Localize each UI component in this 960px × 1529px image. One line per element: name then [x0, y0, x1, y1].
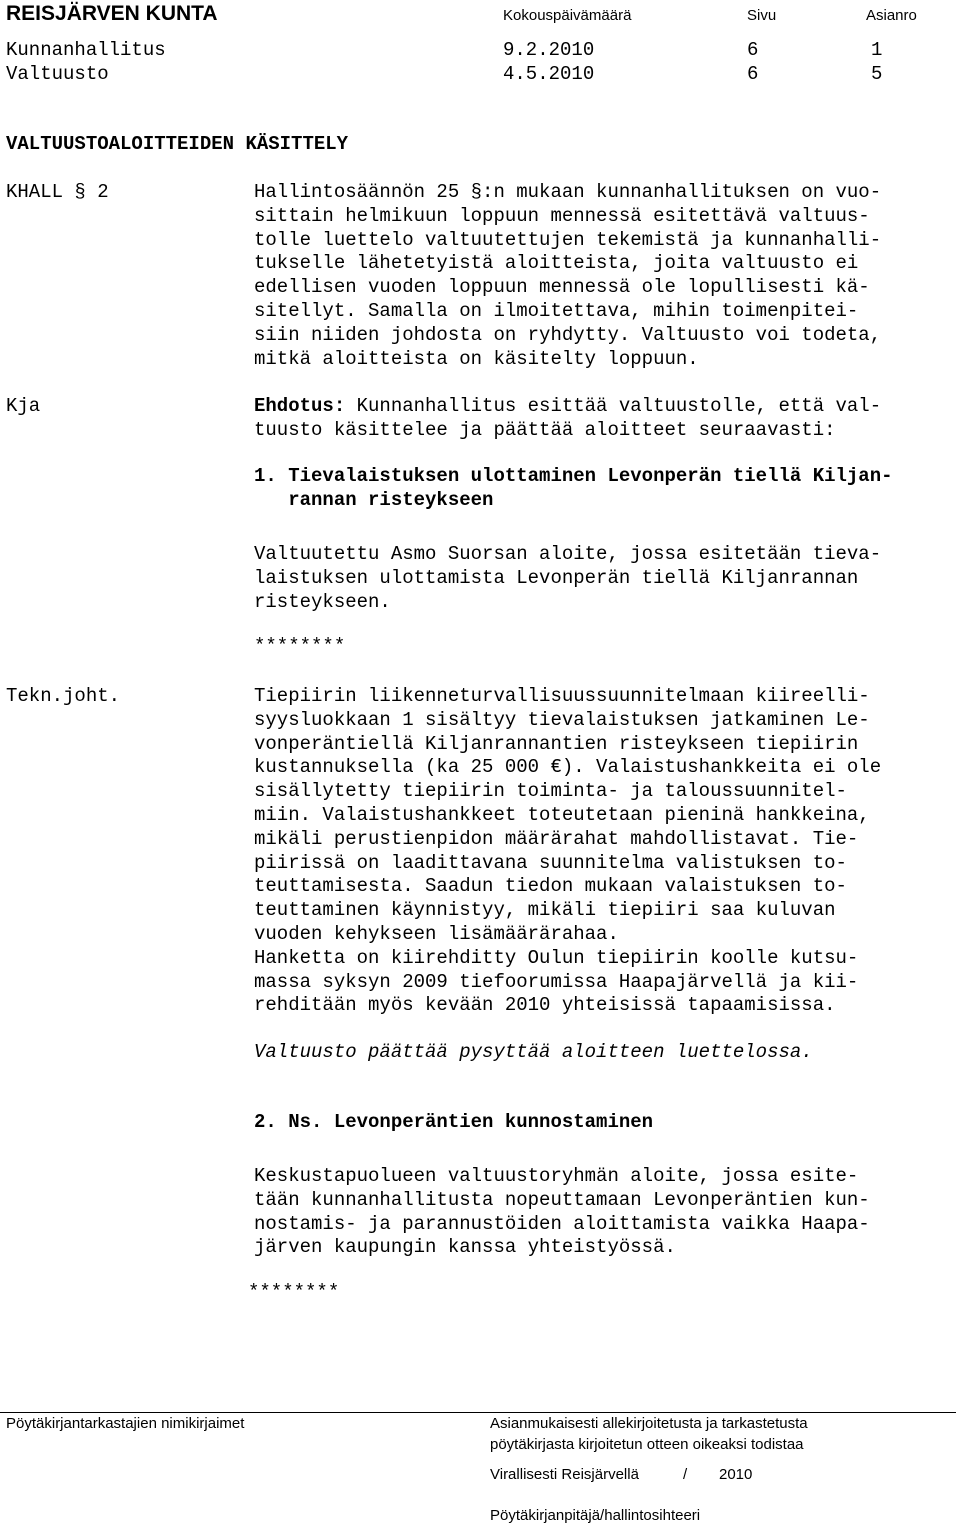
item-2-line: järven kaupungin kanssa yhteistyössä. — [254, 1236, 676, 1259]
item-1-line: laistuksen ulottamista Levonperän tiellä Kiljanrannan — [254, 566, 859, 589]
tekn-line: teuttamisesta. Saadun tiedon mukaan valaistuksen to- — [254, 875, 847, 898]
page-number-2: 6 — [747, 63, 759, 85]
khall-line: sittain helmikuun loppuun mennessä esitettävä valtuus- — [254, 204, 870, 227]
khall-line: tukselle lähetetyistä aloitteista, joita valtuusto ei — [254, 252, 859, 275]
section-title: VALTUUSTOALOITTEIDEN KÄSITTELY — [6, 133, 349, 155]
footer-date-slash: / — [683, 1466, 688, 1483]
khall-line: siin niiden johdosta on ryhdytty. Valtuusto voi todeta, — [254, 323, 882, 346]
tekn-line: massa syksyn 2009 tiefoorumissa Haapajärvellä ja kii- — [254, 970, 859, 993]
organization-name: REISJÄRVEN KUNTA — [6, 2, 218, 25]
item-2-heading: 2. Ns. Levonperäntien kunnostaminen — [254, 1111, 654, 1133]
item-1-line: Valtuutettu Asmo Suorsan aloite, jossa esitetään tieva- — [254, 543, 882, 565]
meeting-date-1: 9.2.2010 — [503, 39, 595, 61]
tekn-line: mikäli perustienpidon määrärahat mahdollistavat. Tie- — [254, 827, 859, 850]
tekn-line: vuoden kehykseen lisämäärärahaa. — [254, 922, 619, 945]
item-1-separator: ******** — [254, 635, 346, 657]
tekn-line: kustannuksella (ka 25 000 €). Valaistushankkeita ei ole — [254, 756, 882, 779]
footer-initials-label: Pöytäkirjantarkastajien nimikirjaimet — [6, 1415, 245, 1432]
page-header: Sivu — [747, 7, 777, 24]
meeting-date-2: 4.5.2010 — [503, 63, 595, 85]
tekn-paragraph — [254, 685, 954, 1018]
khall-paragraph — [254, 181, 954, 371]
item-2-line: nostamis- ja parannustöiden aloittamista vaikka Haapa- — [254, 1212, 870, 1235]
decision-text: Valtuusto päättää pysyttää aloitteen luettelossa. — [254, 1041, 813, 1063]
case-number-2: 5 — [871, 63, 883, 85]
khall-line: mitkä aloitteista on käsitelty loppuun. — [254, 347, 699, 370]
footer-certification-line-2: pöytäkirjasta kirjoitetun otteen oikeaksi todistaa — [490, 1436, 804, 1453]
tekn-line: rehditään myös kevään 2010 yhteisissä tapaamisissa. — [254, 994, 836, 1017]
page-number-1: 6 — [747, 39, 759, 61]
tekn-label: Tekn.joht. — [6, 685, 121, 707]
proposal-paragraph — [254, 395, 954, 443]
section-sign-icon: § — [74, 181, 86, 203]
meeting-date-header: Kokouspäivämäärä — [503, 7, 632, 24]
tekn-line: Tiepiirin liikenneturvallisuussuunnitelmaan kiireelli- — [254, 685, 870, 707]
khall-label: KHALL — [6, 181, 64, 203]
tekn-line: vonperäntiellä Kiljanrannantien risteykseen tiepiirin — [254, 732, 859, 755]
item-1-heading-line: rannan risteykseen — [254, 488, 494, 511]
khall-line: edellisen vuoden loppuun mennessä ole lopullisesti kä- — [254, 276, 870, 299]
tekn-line: Hanketta on kiirehditty Oulun tiepiirin koolle kutsu- — [254, 946, 859, 969]
footer-divider — [0, 1412, 956, 1413]
tekn-line: sisällytetty tiepiirin toiminta- ja taloussuunnitel- — [254, 780, 847, 803]
proposal-label: Ehdotus: — [254, 395, 346, 417]
khall-line: tolle luettelo valtuutettujen tekemistä ja kunnanhalli- — [254, 228, 882, 251]
footer-place: Virallisesti Reisjärvellä — [490, 1466, 639, 1483]
item-2-body — [254, 1165, 954, 1260]
item-2-separator: ******** — [248, 1281, 340, 1303]
proposal-line: tuusto käsittelee ja päättää aloitteet seuraavasti: — [254, 418, 836, 441]
khall-line: sitellyt. Samalla on ilmoitettava, mihin toimenpitei- — [254, 299, 859, 322]
footer-certification-line-1: Asianmukaisesti allekirjoitetusta ja tarkastetusta — [490, 1415, 808, 1432]
khall-line: Hallintosäännön 25 §:n mukaan kunnanhallituksen on vuo- — [254, 181, 882, 203]
footer-year: 2010 — [719, 1466, 753, 1483]
item-1-heading — [254, 465, 954, 513]
item-1-line: risteykseen. — [254, 590, 391, 613]
item-2-line: tään kunnanhallitusta nopeuttamaan Levonperäntien kun- — [254, 1188, 870, 1211]
tekn-line: syysluokkaan 1 sisältyy tievalaistuksen jatkaminen Le- — [254, 708, 870, 731]
khall-number: 2 — [97, 181, 109, 203]
item-2-line: Keskustapuolueen valtuustoryhmän aloite, jossa esite- — [254, 1165, 859, 1187]
footer-signer-title: Pöytäkirjanpitäjä/hallintosihteeri — [490, 1507, 701, 1524]
meeting-body-2: Valtuusto — [6, 63, 109, 85]
proposal-text: Kunnanhallitus esittää valtuustolle, että val- — [345, 395, 882, 417]
tekn-line: piirissä on laadittavana suunnitelma valistuksen to- — [254, 851, 847, 874]
case-number-header: Asianro — [866, 7, 917, 24]
tekn-line: miin. Valaistushankkeet toteutetaan pieninä hankkeina, — [254, 803, 870, 826]
case-number-1: 1 — [871, 39, 883, 61]
khall-reference — [6, 181, 109, 205]
kja-label: Kja — [6, 395, 41, 417]
item-1-body — [254, 543, 954, 614]
meeting-body-1: Kunnanhallitus — [6, 39, 166, 61]
item-1-heading-line: 1. Tievalaistuksen ulottaminen Levonperän tiellä Kiljan- — [254, 465, 893, 487]
proposal-line — [254, 395, 954, 419]
tekn-line: teuttaminen käynnistyy, mikäli tiepiiri saa kuluvan — [254, 899, 836, 922]
